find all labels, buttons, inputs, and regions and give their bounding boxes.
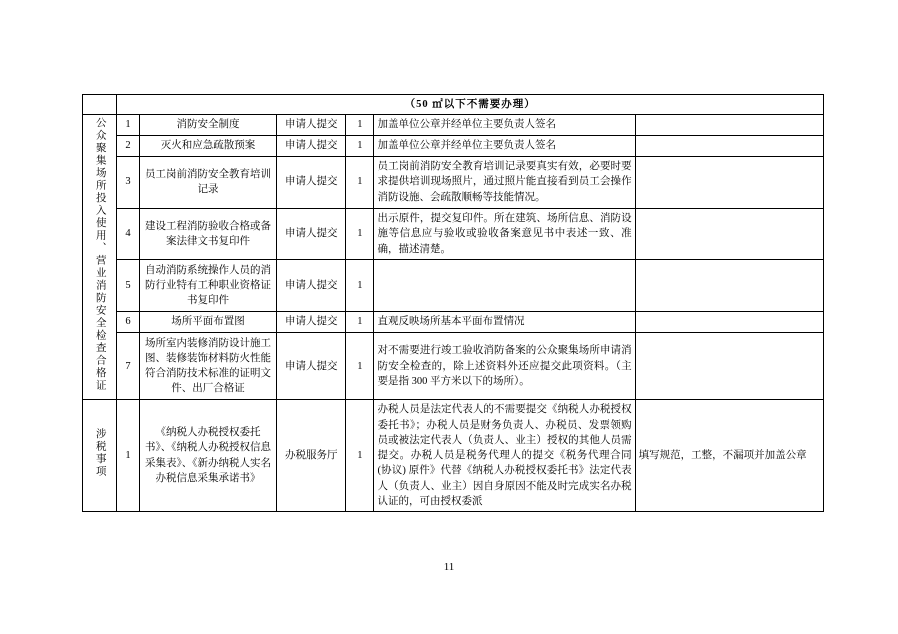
- requirement-text: 出示原件，提交复印件。所在建筑、场所信息、消防设施等信息应与验收或验收备案意见书中表述一致、准确，描述清楚。: [374, 208, 635, 260]
- material-name: 自动消防系统操作人员的消防行业特有工种职业资格证书复印件: [139, 260, 277, 312]
- row-number: 4: [117, 208, 139, 260]
- row-number: 6: [117, 312, 139, 333]
- quantity: 1: [346, 400, 374, 512]
- title-spacer-cell: [83, 95, 117, 115]
- quantity: 1: [346, 332, 374, 399]
- quantity: 1: [346, 135, 374, 156]
- category-label: 涉税事项: [94, 428, 106, 479]
- quantity: 1: [346, 115, 374, 136]
- requirement-text: 加盖单位公章并经单位主要负责人签名: [374, 135, 635, 156]
- requirements-table: [82, 94, 824, 512]
- submission-method: 申请人提交: [277, 208, 346, 260]
- table-title: （50 ㎡以下不需要办理）: [117, 95, 824, 115]
- row-number: 5: [117, 260, 139, 312]
- remark-text: [635, 115, 823, 136]
- row-number: 1: [117, 400, 139, 512]
- table-row: [83, 156, 824, 208]
- submission-method: 申请人提交: [277, 312, 346, 333]
- quantity: 1: [346, 156, 374, 208]
- requirement-text: 员工岗前消防安全教育培训记录要真实有效，必要时要求提供培训现场照片，通过照片能直接看到员工会操作消防设施、会疏散顺畅等技能情况。: [374, 156, 635, 208]
- quantity: 1: [346, 312, 374, 333]
- requirement-text: 对不需要进行竣工验收消防备案的公众聚集场所申请消防安全检查的，除上述资料外还应提交此项资料。（主要是指 300 平方米以下的场所）。: [374, 332, 635, 399]
- row-number: 2: [117, 135, 139, 156]
- material-name: 建设工程消防验收合格或备案法律文书复印件: [139, 208, 277, 260]
- requirement-text: 直观反映场所基本平面布置情况: [374, 312, 635, 333]
- submission-method: 申请人提交: [277, 156, 346, 208]
- material-name: 场所平面布置图: [139, 312, 277, 333]
- category-label: 公众聚集场所投入使用、营业消防安全检查合格证: [94, 117, 106, 393]
- remark-text: [635, 332, 823, 399]
- remark-text: [635, 208, 823, 260]
- submission-method: 申请人提交: [277, 115, 346, 136]
- table-row: [83, 312, 824, 333]
- requirement-text: [374, 260, 635, 312]
- table-row: [83, 135, 824, 156]
- table-row: [83, 332, 824, 399]
- remark-text: 填写规范，工整，不漏项并加盖公章: [635, 400, 823, 512]
- table-row: [83, 208, 824, 260]
- quantity: 1: [346, 208, 374, 260]
- remark-text: [635, 156, 823, 208]
- remark-text: [635, 260, 823, 312]
- category-cell-tax: [83, 400, 117, 512]
- page-number: 11: [443, 561, 455, 573]
- table-row: [83, 260, 824, 312]
- table-row: [83, 115, 824, 136]
- material-name: 场所室内装修消防设计施工图、装修装饰材料防火性能符合消防技术标准的证明文件、出厂合格证: [139, 332, 277, 399]
- category-cell-fire-safety: [83, 115, 117, 400]
- row-number: 3: [117, 156, 139, 208]
- material-name: 《纳税人办税授权委托书》、《纳税人办税授权信息采集表》、《新办纳税人实名办税信息采集承诺书》: [139, 400, 277, 512]
- submission-method: 申请人提交: [277, 260, 346, 312]
- row-number: 7: [117, 332, 139, 399]
- quantity: 1: [346, 260, 374, 312]
- requirement-text: 办税人员是法定代表人的不需要提交《纳税人办税授权委托书》；办税人员是财务负责人、办税员、发票领购员或被法定代表人（负责人、业主）授权的其他人员需提交。办税人员是税务代理人的提交《税务代理合同(协议) 原件》代替《纳税人办税授权委托书》法定代表人（负责人、业主）因自身原因不能及时完成实名办税认证的，可由授权委派: [374, 400, 635, 512]
- submission-method: 办税服务厅: [277, 400, 346, 512]
- requirement-text: 加盖单位公章并经单位主要负责人签名: [374, 115, 635, 136]
- table-title-row: [83, 95, 824, 115]
- submission-method: 申请人提交: [277, 332, 346, 399]
- material-name: 灭火和应急疏散预案: [139, 135, 277, 156]
- remark-text: [635, 135, 823, 156]
- row-number: 1: [117, 115, 139, 136]
- table-row: [83, 400, 824, 512]
- remark-text: [635, 312, 823, 333]
- submission-method: 申请人提交: [277, 135, 346, 156]
- material-name: 消防安全制度: [139, 115, 277, 136]
- material-name: 员工岗前消防安全教育培训记录: [139, 156, 277, 208]
- requirements-table-wrapper: [82, 94, 824, 512]
